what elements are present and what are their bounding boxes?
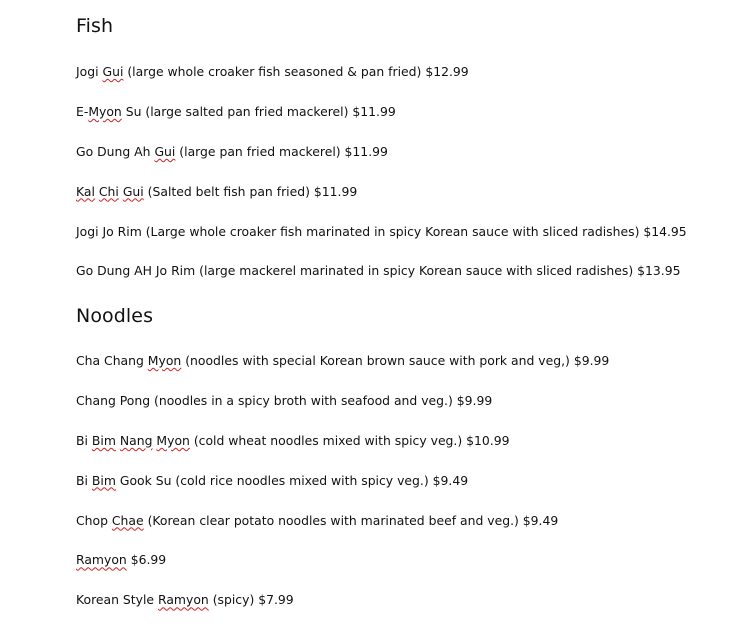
spellcheck-flagged-word: Gui (102, 64, 124, 79)
menu-item (76, 142, 687, 162)
menu-item-text: Go Dung Ah (76, 143, 155, 159)
menu-item-text: Go Dung AH Jo Rim (large mackerel marinated in spicy Korean sauce with sliced radishes) $13.95 (76, 263, 681, 279)
spellcheck-flagged-word: Bim (91, 432, 116, 448)
menu-list-noodles (76, 351, 609, 630)
menu-item-text: Su (large salted pan fried mackerel) $11.99 (121, 103, 396, 119)
menu-item (76, 511, 609, 531)
spellcheck-flagged-word: Chae (111, 512, 144, 528)
menu-item (76, 182, 687, 202)
spellcheck-flagged-word: Gui (154, 143, 176, 159)
menu-item-text: (spicy) $7.99 (208, 592, 294, 608)
menu-item (76, 471, 609, 491)
spellcheck-flagged-word: Kal (76, 183, 95, 199)
menu-item-text: Korean Style (76, 592, 158, 608)
menu-item (76, 261, 687, 281)
menu-item (76, 391, 609, 411)
menu-item-text: Jogi Jo Rim (Large whole croaker fish marinated in spicy Korean sauce with sliced radishes) $14.95 (76, 223, 687, 239)
menu-item-text: (Korean clear potato noodles with marinated beef and veg.) $9.49 (143, 512, 559, 528)
section-heading-fish: Fish (76, 15, 114, 37)
menu-item-text: (large pan fried mackerel) $11.99 (175, 143, 388, 159)
spellcheck-flagged-word: Ramyon (76, 552, 127, 568)
menu-item (76, 62, 687, 82)
menu-item-text: (cold wheat noodles mixed with spicy veg.) $10.99 (189, 432, 510, 448)
menu-item-text: Bi (76, 472, 88, 488)
spellcheck-flagged-word: Myon (88, 103, 122, 119)
menu-item (76, 590, 609, 610)
menu-item (76, 102, 687, 122)
spellcheck-flagged-word: Myon (156, 432, 190, 448)
menu-item-text: (noodles with special Korean brown sauce with pork and veg,) $9.99 (181, 353, 610, 368)
menu-item-text: Gook Su (cold rice noodles mixed with spicy veg.) $9.49 (115, 472, 469, 488)
menu-item-text: Cha Chang (76, 353, 148, 368)
spellcheck-flagged-word: Gui (122, 183, 144, 199)
menu-item-text: (large whole croaker fish seasoned & pan fried) $12.99 (123, 64, 469, 79)
menu-item (76, 550, 609, 570)
menu-item (76, 351, 609, 371)
menu-item-text: (Salted belt fish pan fried) $11.99 (143, 183, 358, 199)
spellcheck-flagged-word: Ramyon (157, 592, 209, 608)
menu-item-text: Jogi (76, 64, 103, 79)
menu-list-fish (76, 62, 687, 301)
spellcheck-flagged-word: Nang (119, 432, 153, 448)
section-heading-noodles: Noodles (76, 305, 154, 327)
spellcheck-flagged-word: Bim (91, 472, 116, 488)
spellcheck-flagged-word: Chi (98, 183, 119, 199)
menu-item-text: E- (76, 103, 89, 119)
menu-item-text: Bi (76, 432, 88, 448)
menu-item-text: Chop (76, 512, 112, 528)
menu-item-text: $6.99 (126, 552, 167, 568)
menu-item-text: Chang Pong (noodles in a spicy broth with seafood and veg.) $9.99 (76, 392, 493, 408)
menu-item (76, 431, 609, 451)
menu-item (76, 222, 687, 242)
spellcheck-flagged-word: Myon (147, 353, 182, 368)
